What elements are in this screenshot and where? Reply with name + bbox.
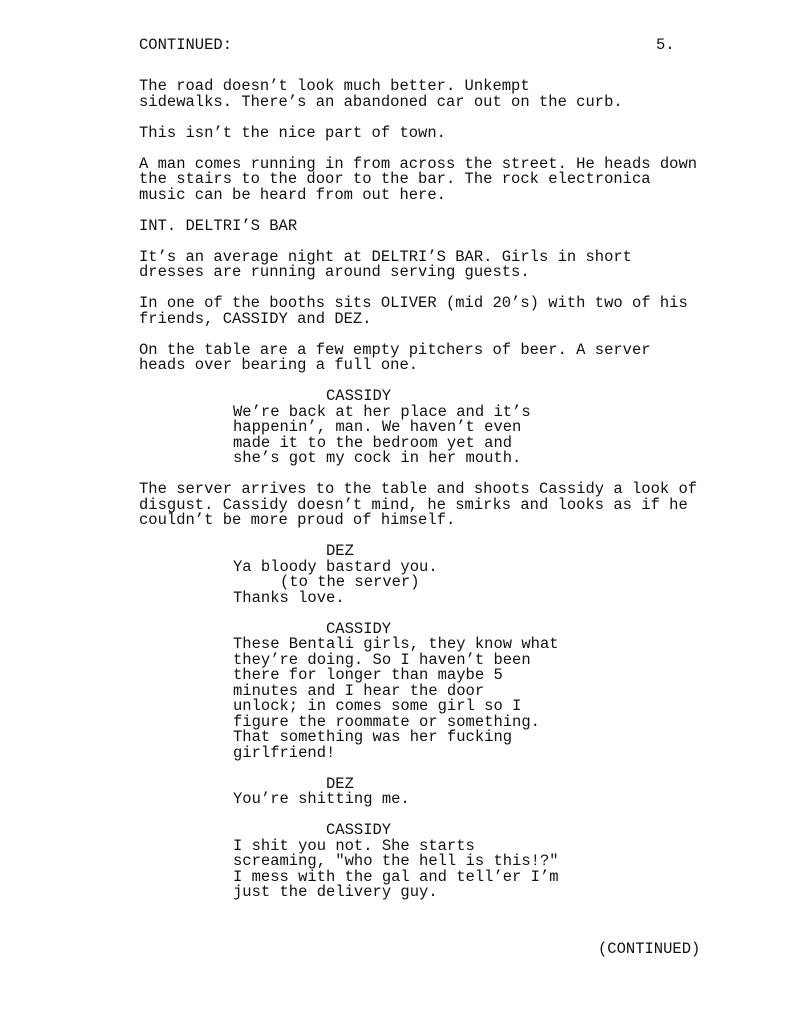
- action-paragraph: This isn’t the nice part of town.: [139, 123, 446, 142]
- continued-footer: (CONTINUED): [598, 940, 701, 958]
- character-name: CASSIDY: [326, 821, 392, 839]
- character-name: CASSIDY: [326, 619, 392, 638]
- action-paragraph: A man comes running in from across the street. He heads down the stairs to the door to the bar. The rock electronica music can be heard from out here.: [139, 154, 698, 204]
- script-body: [139, 79, 719, 916]
- dialogue-block: [139, 823, 719, 901]
- dialogue-block: [139, 774, 719, 808]
- dialogue-text: You’re shitting me.: [233, 790, 410, 808]
- dialogue-text: I shit you not. She starts screaming, "who the hell is this!?" I mess with the gal and tell’er I’m just the delivery guy.: [233, 836, 559, 901]
- dialogue-text: We’re back at her place and it’s happenin’, man. We haven’t even made it to the bedroom yet and she’s got my cock in her mouth.: [233, 402, 531, 467]
- action-paragraph: The server arrives to the table and shoots Cassidy a look of disgust. Cassidy doesn’t mind, he smirks and looks as if he couldn’t be more proud of himself.: [139, 480, 698, 529]
- dialogue-text: Ya bloody bastard you.: [233, 557, 438, 576]
- action-paragraph: The road doesn’t look much better. Unkempt sidewalks. There’s an abandoned car out on the curb.: [139, 77, 623, 111]
- action-paragraph: In one of the booths sits OLIVER (mid 20’s) with two of his friends, CASSIDY and DEZ.: [139, 294, 688, 328]
- action-paragraph: It’s an average night at DELTRI’S BAR. Girls in short dresses are running around serving guests.: [139, 247, 632, 281]
- character-name: DEZ: [326, 542, 354, 560]
- dialogue-text: Thanks love.: [233, 588, 345, 607]
- dialogue-block: [139, 544, 719, 606]
- character-name: CASSIDY: [326, 387, 392, 405]
- scene-heading: INT. DELTRI’S BAR: [139, 216, 298, 235]
- character-name: DEZ: [326, 774, 354, 793]
- action-paragraph: On the table are a few empty pitchers of beer. A server heads over bearing a full one.: [139, 340, 651, 374]
- continued-header: CONTINUED:: [139, 36, 233, 54]
- dialogue-text: These Bentali girls, they know what they’re doing. So I haven’t been there for longer than maybe 5 minutes and I hear the door unlock; in comes some girl so I figure the roommate or something. That something was her fucking girlfriend!: [233, 635, 559, 762]
- dialogue-block: [139, 389, 719, 467]
- page-number: 5.: [656, 36, 675, 54]
- dialogue-block: [139, 619, 719, 762]
- parenthetical: (to the server): [280, 573, 420, 591]
